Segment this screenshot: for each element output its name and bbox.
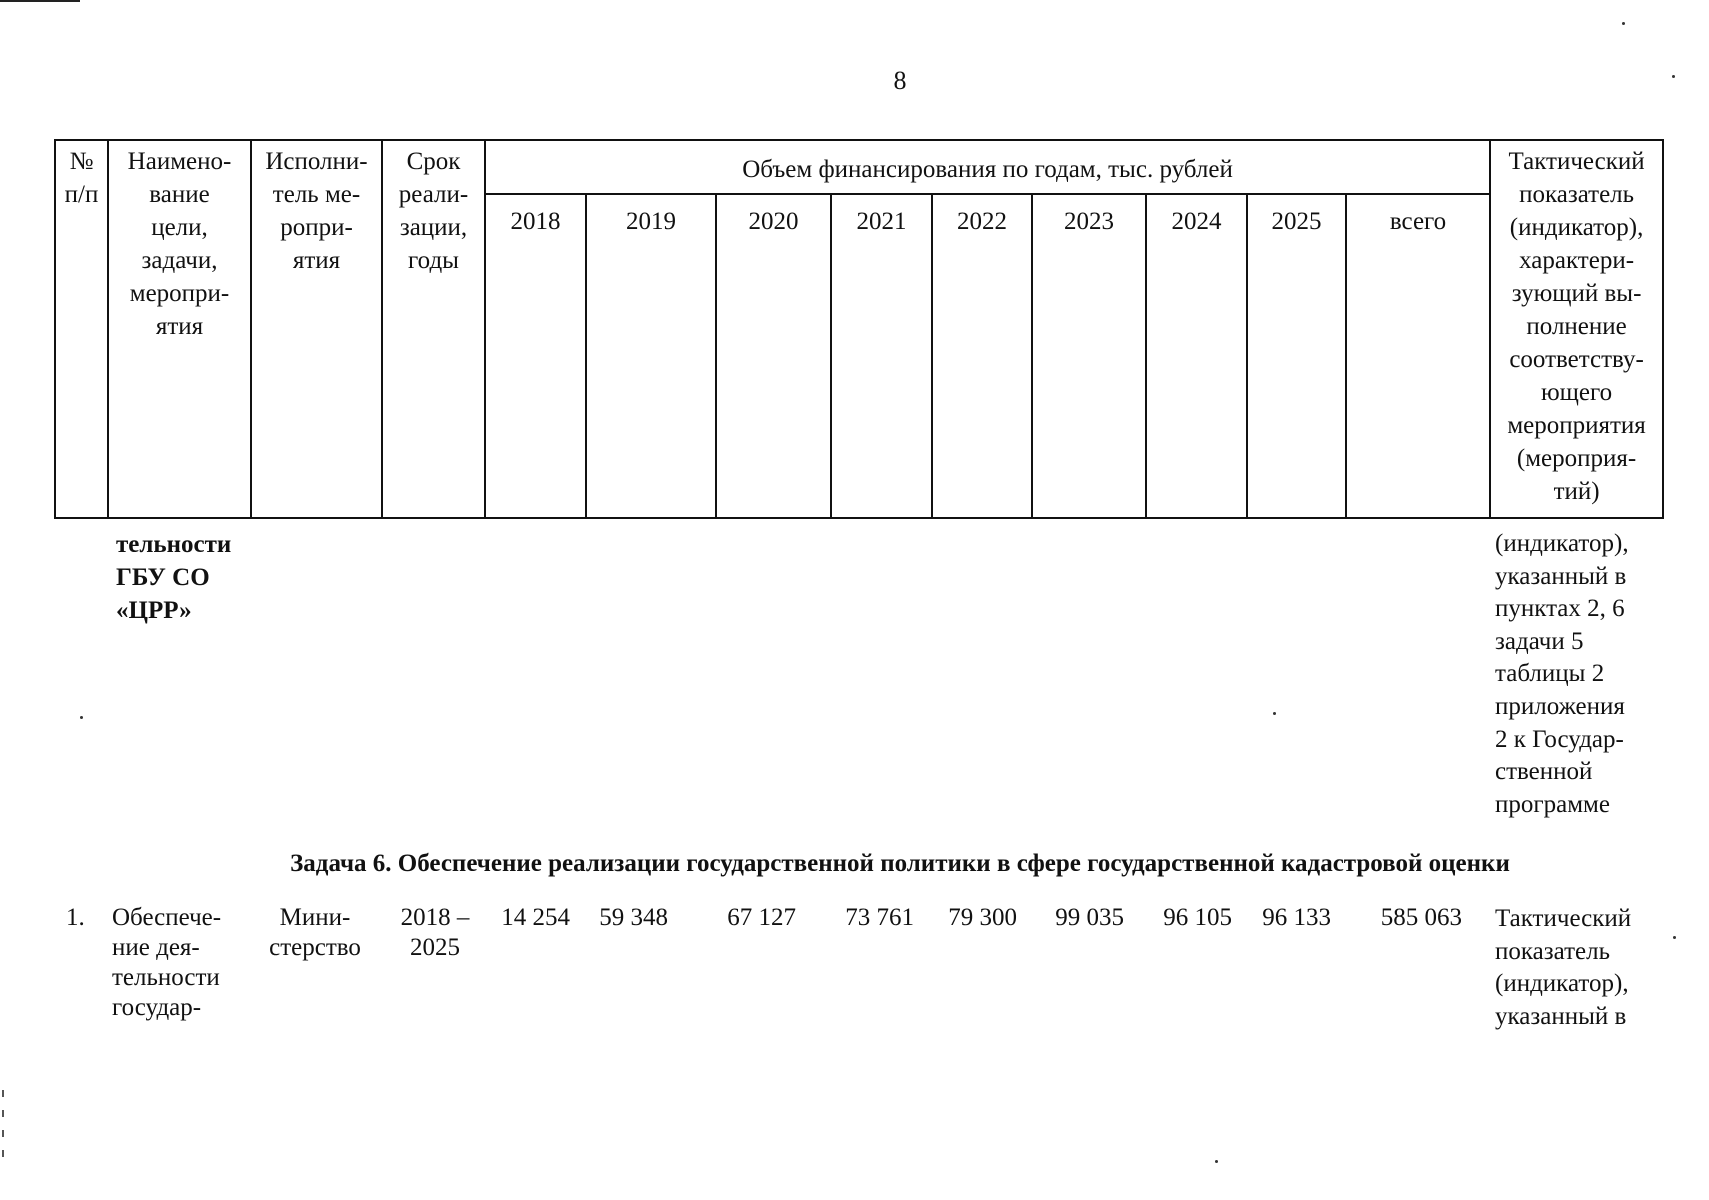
header-year-2022: 2022 (932, 194, 1032, 518)
scan-mark (2, 1090, 4, 1097)
row-executor: Мини- стерство (269, 904, 361, 961)
header-year-2025: 2025 (1247, 194, 1346, 518)
row-value-2024: 96 105 (1163, 904, 1232, 931)
continued-indicator-cell: (индикатор), указанный в пунктах 2, 6 задачи 5 таблицы 2 приложения 2 к Государ- ственной программе (1495, 530, 1629, 818)
task-heading: Задача 6. Обеспечение реализации государственной политики в сфере государственной кадастровой оценки (290, 850, 1510, 877)
header-year-2020: 2020 (716, 194, 831, 518)
header-col-term: Срок реали- зации, годы (382, 140, 485, 518)
continued-name-cell: тельности ГБУ СО «ЦРР» (116, 531, 232, 624)
header-total: всего (1346, 194, 1490, 518)
page-number: 8 (893, 66, 907, 95)
scan-mark (2, 1150, 4, 1157)
scan-mark (2, 1110, 4, 1117)
scan-speck (1622, 22, 1625, 25)
header-year-2023: 2023 (1032, 194, 1146, 518)
row-value-2019: 59 348 (599, 904, 668, 931)
scan-mark (2, 1130, 4, 1137)
table-header (54, 139, 1664, 519)
row-value-2018: 14 254 (501, 904, 570, 931)
row-value-2023: 99 035 (1055, 904, 1124, 931)
header-col-number: № п/п (55, 140, 108, 518)
header-col-name: Наимено- вание цели, задачи, меропри- ятия (108, 140, 251, 518)
row-term: 2018 – 2025 (400, 904, 470, 961)
top-rule (0, 0, 80, 2)
header-funding-group: Объем финансирования по годам, тыс. рублей (485, 140, 1490, 194)
row-indicator: Тактический показатель (индикатор), указанный в (1495, 905, 1632, 1030)
header-year-2018: 2018 (485, 194, 586, 518)
scan-speck (1215, 1160, 1218, 1163)
header-col-executor: Исполни- тель ме- ропри- ятия (251, 140, 382, 518)
row-value-2025: 96 133 (1262, 904, 1331, 931)
row-value-2021: 73 761 (845, 904, 914, 931)
scan-speck (1273, 712, 1276, 715)
header-year-2024: 2024 (1146, 194, 1247, 518)
header-year-2021: 2021 (831, 194, 932, 518)
header-col-indicator: Тактический показатель (индикатор), характери- зующий вы- полнение соответству- ющего мероприятия (мероприя- тий) (1490, 140, 1663, 518)
header-year-2019: 2019 (586, 194, 716, 518)
scan-speck (1673, 936, 1676, 939)
row-value-total: 585 063 (1380, 904, 1462, 931)
row-value-2020: 67 127 (727, 904, 796, 931)
row-name: Обеспече- ние дея- тельности государ- (112, 904, 222, 1021)
row-value-2022: 79 300 (948, 904, 1017, 931)
row-number: 1. (66, 904, 85, 931)
scan-speck (80, 716, 83, 719)
